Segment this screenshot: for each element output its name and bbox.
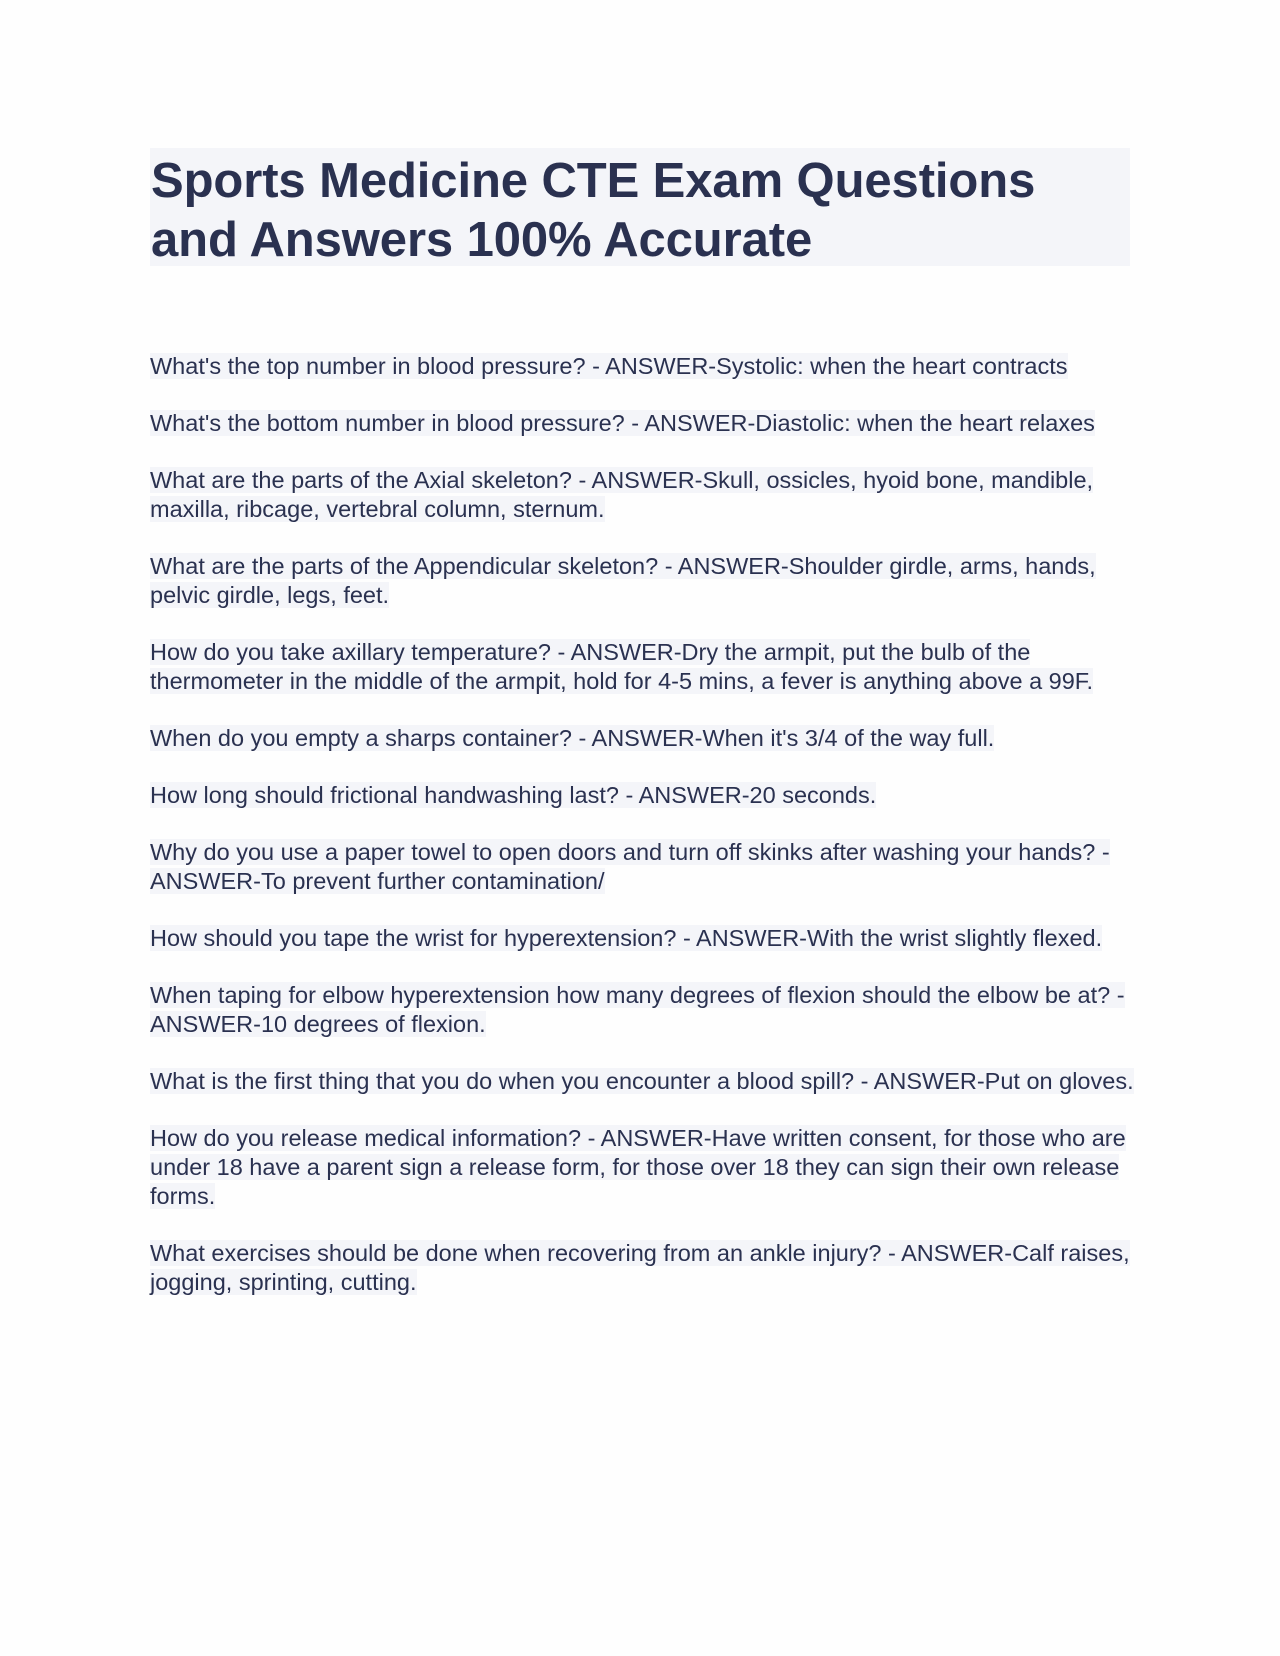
qa-text: How should you tape the wrist for hyperextension? - ANSWER-With the wrist slightly flexed. — [150, 925, 1103, 951]
qa-text: What's the bottom number in blood pressure? - ANSWER-Diastolic: when the heart relaxes — [150, 410, 1095, 436]
qa-text: What exercises should be done when recovering from an ankle injury? - ANSWER-Calf raises, jogging, sprinting, cutting. — [150, 1240, 1130, 1295]
qa-item — [150, 781, 1140, 810]
qa-item — [150, 1067, 1140, 1096]
qa-item — [150, 1124, 1140, 1211]
document-title: Sports Medicine CTE Exam Questions and Answers 100% Accurate — [151, 154, 1036, 267]
qa-item — [150, 981, 1140, 1039]
title-block — [150, 148, 1130, 266]
qa-item — [150, 352, 1140, 381]
qa-text: How long should frictional handwashing last? - ANSWER-20 seconds. — [150, 782, 877, 808]
qa-list — [150, 352, 1140, 1325]
qa-text: What are the parts of the Appendicular skeleton? - ANSWER-Shoulder girdle, arms, hands, pelvic girdle, legs, feet. — [150, 553, 1096, 608]
qa-text: How do you take axillary temperature? - ANSWER-Dry the armpit, put the bulb of the thermometer in the middle of the armpit, hold for 4-5 mins, a fever is anything above a 99F. — [150, 639, 1094, 694]
qa-item — [150, 638, 1140, 696]
qa-item — [150, 724, 1140, 753]
qa-item — [150, 838, 1140, 896]
qa-text: What are the parts of the Axial skeleton? - ANSWER-Skull, ossicles, hyoid bone, mandible, maxilla, ribcage, vertebral column, sternum. — [150, 467, 1094, 522]
qa-item — [150, 924, 1140, 953]
qa-text: How do you release medical information? - ANSWER-Have written consent, for those who are under 18 have a parent sign a release form, for those over 18 they can sign their own release forms. — [150, 1125, 1126, 1209]
qa-text: What is the first thing that you do when you encounter a blood spill? - ANSWER-Put on gloves. — [150, 1068, 1134, 1094]
qa-text: When do you empty a sharps container? - ANSWER-When it's 3/4 of the way full. — [150, 725, 995, 751]
qa-text: Why do you use a paper towel to open doors and turn off skinks after washing your hands? - ANSWER-To prevent further contamination/ — [150, 839, 1110, 894]
qa-item — [150, 409, 1140, 438]
qa-text: What's the top number in blood pressure? - ANSWER-Systolic: when the heart contracts — [150, 353, 1068, 379]
qa-item — [150, 552, 1140, 610]
qa-item — [150, 466, 1140, 524]
qa-text: When taping for elbow hyperextension how many degrees of flexion should the elbow be at? - ANSWER-10 degrees of flexion. — [150, 982, 1125, 1037]
qa-item — [150, 1239, 1140, 1297]
